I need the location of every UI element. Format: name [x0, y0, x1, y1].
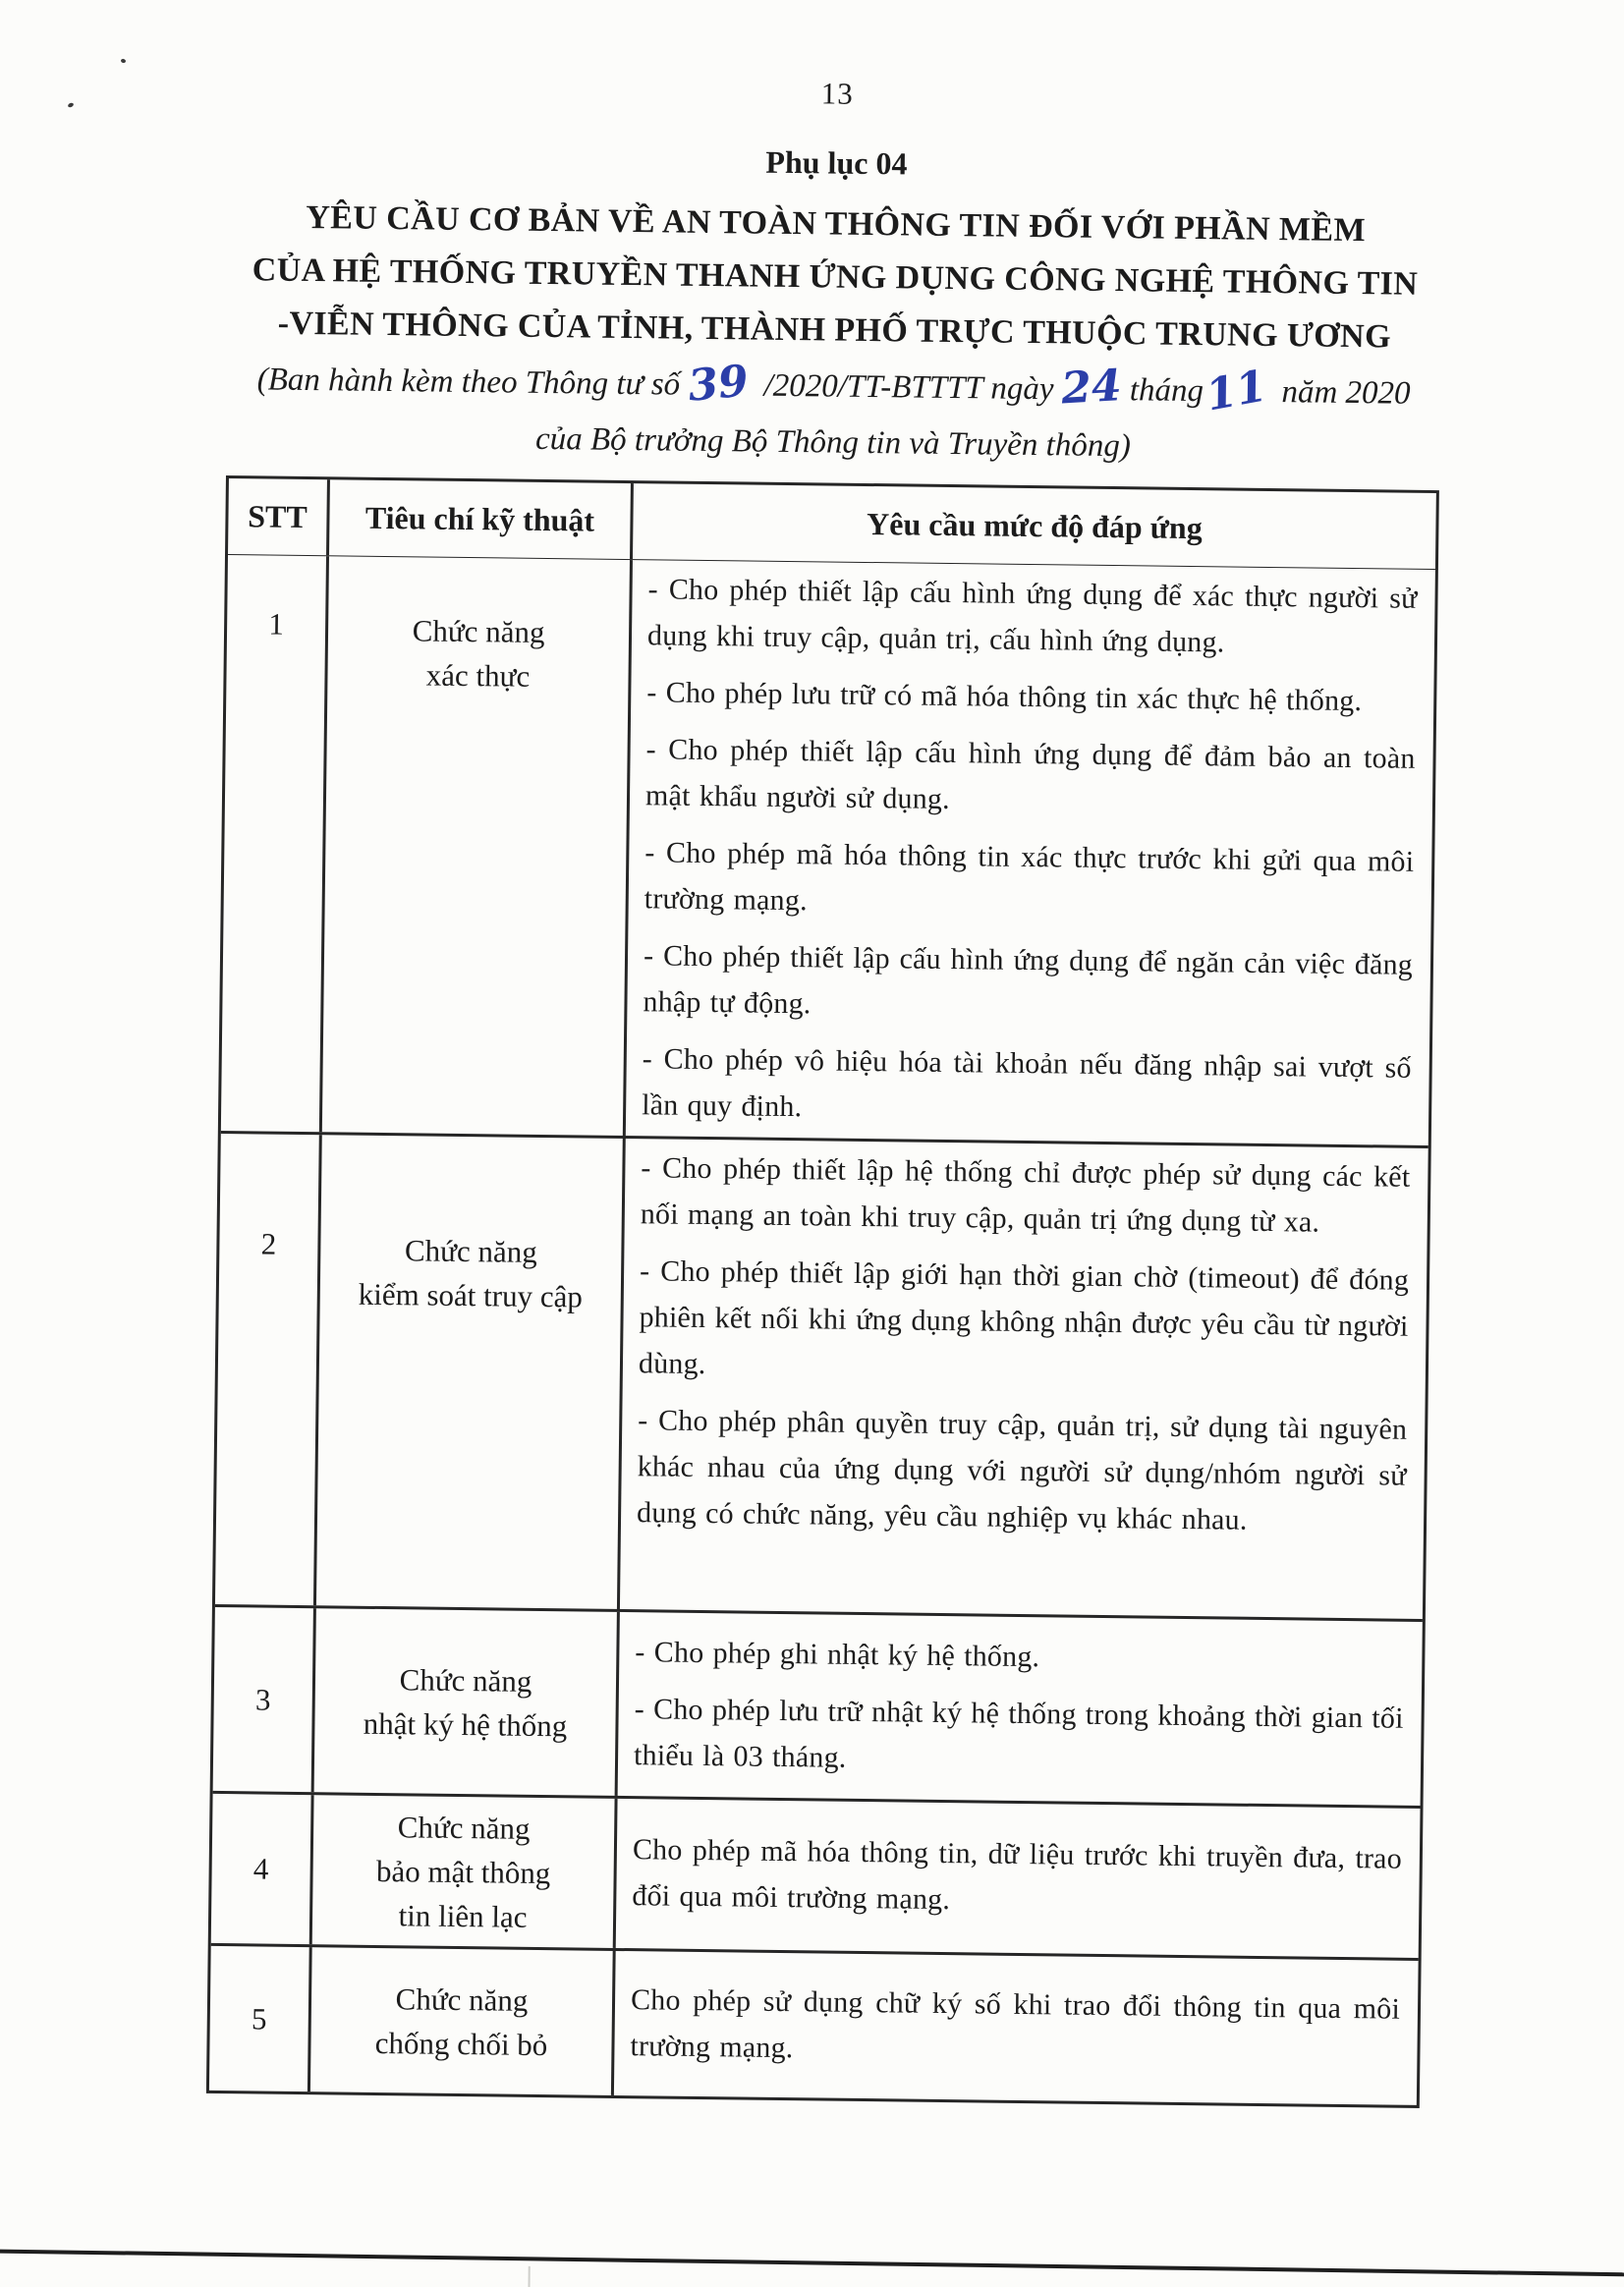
requirement-item: Cho phép sử dụng chữ ký số khi trao đổi thông tin qua môi trường mạng. — [630, 1982, 1401, 2064]
criteria-cell — [375, 1804, 551, 1938]
document-title-line: YÊU CẦU CƠ BẢN VỀ AN TOÀN THÔNG TIN ĐỐI VỚI PHẦN MỀM — [306, 198, 1367, 250]
table-row — [213, 1604, 1423, 1806]
scan-artifact-line — [528, 2266, 530, 2287]
criteria-line: chống chối bỏ — [374, 2025, 548, 2062]
issuance-text: (Ban hành kèm theo Thông tư số — [256, 362, 681, 403]
criteria-line: bảo mật thông — [375, 1853, 551, 1890]
issuance-text: năm 2020 — [1281, 374, 1411, 412]
table-row — [221, 555, 1435, 1145]
table-header-criteria: Tiêu chí kỹ thuật — [329, 479, 634, 559]
issuance-text: /2020/TT-BTTTT ngày — [763, 367, 1054, 408]
requirement-item: - Cho phép thiết lập cấu hình ứng dụng để ngăn cản việc đăng nhập tự động. — [643, 939, 1414, 1021]
requirement-item: - Cho phép lưu trữ nhật ký hệ thống trong khoảng thời gian tối thiểu là 03 tháng. — [633, 1692, 1404, 1774]
issuance-line-2: của Bộ trưởng Bộ Thông tin và Truyền thông) — [534, 420, 1132, 465]
requirements-cell — [616, 1820, 1420, 1936]
appendix-title: Phụ lục 04 — [765, 143, 908, 182]
criteria-line: Chức năng — [399, 1661, 532, 1699]
table-row — [215, 1131, 1428, 1619]
requirement-item: - Cho phép thiết lập cấu hình ứng dụng để đảm bảo an toàn mật khẩu người sử dụng. — [644, 733, 1416, 816]
criteria-line: tin liên lạc — [398, 1897, 528, 1934]
criteria-line: xác thực — [425, 657, 531, 694]
requirement-item: - Cho phép thiết lập giới hạn thời gian chờ (timeout) để đóng phiên kết nối khi ứng dụng không nhận được yêu cầu từ người dùng. — [638, 1255, 1410, 1381]
criteria-line: Chức năng — [397, 1809, 531, 1846]
stt-cell: 4 — [252, 1851, 269, 1886]
requirements-cell — [621, 1139, 1428, 1553]
criteria-line: kiểm soát truy cập — [358, 1276, 584, 1314]
stt-cell: 3 — [254, 1681, 271, 1717]
requirement-item: - Cho phép vô hiệu hóa tài khoản nếu đăng nhập sai vượt số lần quy định. — [642, 1042, 1412, 1124]
requirements-cell — [618, 1622, 1423, 1795]
handwritten-month: 11 — [1202, 361, 1270, 421]
table-row — [209, 1943, 1419, 2105]
stt-cell: 5 — [251, 2000, 267, 2036]
document-title-line: CỦA HỆ THỐNG TRUYỀN THANH ỨNG DỤNG CÔNG NGHỆ THÔNG TIN — [252, 251, 1419, 303]
requirement-item: - Cho phép thiết lập hệ thống chỉ được phép sử dụng các kết nối mạng an toàn khi truy cập, quản trị ứng dụng từ xa. — [640, 1151, 1411, 1239]
handwritten-circular-number: 39 — [686, 356, 751, 412]
criteria-cell — [374, 1976, 548, 2066]
scan-page-edge-line — [0, 2249, 1624, 2276]
requirement-item: - Cho phép phân quyền truy cập, quản trị, sử dụng tài nguyên khác nhau của ứng dụng với người sử dụng/nhóm người sử dụng có chức năng, yêu cầu nghiệp vụ khác nhau. — [636, 1404, 1408, 1536]
requirements-cell — [626, 560, 1435, 1145]
issuance-note — [226, 352, 1440, 478]
stt-cell: 1 — [268, 606, 285, 641]
criteria-line: nhật ký hệ thống — [363, 1705, 568, 1743]
table-header-row — [228, 478, 1436, 570]
criteria-cell — [363, 1656, 568, 1748]
criteria-line: Chức năng — [404, 1233, 537, 1269]
requirement-item: - Cho phép ghi nhật ký hệ thống. — [635, 1635, 1040, 1673]
requirement-item: - Cho phép lưu trữ có mã hóa thông tin xác thực hệ thống. — [646, 676, 1363, 718]
criteria-line: Chức năng — [395, 1980, 529, 2018]
requirement-item: - Cho phép mã hóa thông tin xác thực trước khi gửi qua môi trường mạng. — [644, 836, 1415, 918]
issuance-text: tháng — [1129, 372, 1204, 410]
criteria-cell — [412, 608, 545, 698]
table-row — [211, 1791, 1421, 1958]
table-header-stt: STT — [228, 478, 330, 555]
criteria-cell — [358, 1228, 583, 1319]
document-title-line: -VIỄN THÔNG CỦA TỈNH, THÀNH PHỐ TRỰC THUỘC TRUNG ƯƠNG — [277, 305, 1392, 356]
requirements-table — [206, 475, 1439, 2108]
requirement-item: Cho phép mã hóa thông tin, dữ liệu trước khi truyền đưa, trao đổi qua môi trường mạng. — [632, 1833, 1403, 1917]
stt-cell: 2 — [260, 1226, 277, 1261]
page-number: 13 — [820, 76, 855, 111]
table-body — [209, 555, 1435, 2105]
requirement-item: - Cho phép thiết lập cấu hình ứng dụng để xác thực người sử dụng khi truy cập, quản trị, cấu hình ứng dụng. — [646, 573, 1418, 659]
table-header-requirements: Yêu cầu mức độ đáp ứng — [866, 505, 1203, 546]
criteria-line: Chức năng — [412, 613, 545, 649]
handwritten-day: 24 — [1060, 361, 1124, 415]
requirements-cell — [614, 1970, 1418, 2086]
document-title — [228, 191, 1443, 364]
